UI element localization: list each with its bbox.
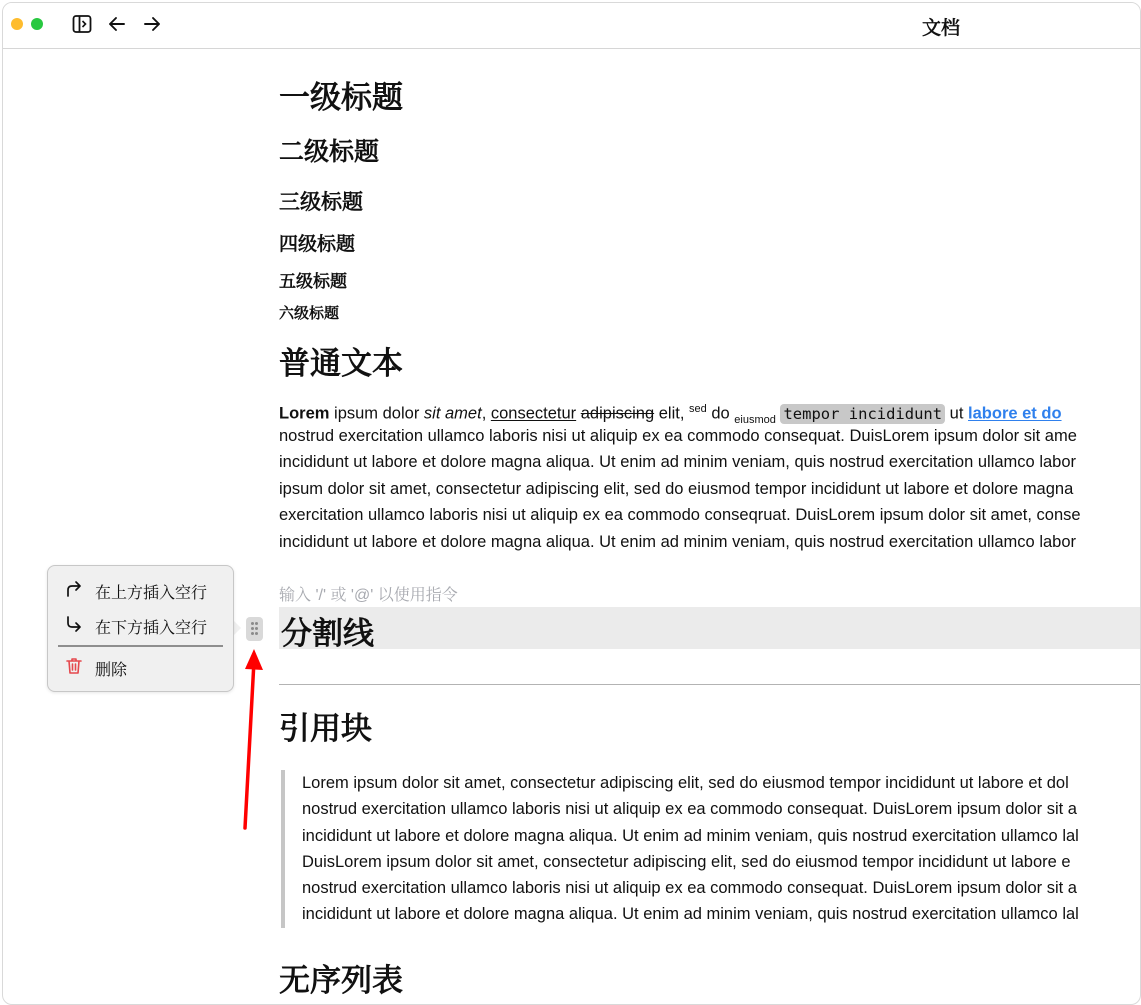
quote-line: nostrud exercitation ullamco laboris nisi ut aliquip ex ea commodo consequat. DuisLorem ipsum dolor sit a [302, 800, 1077, 819]
trash-icon [64, 656, 84, 676]
menu-separator [58, 645, 223, 647]
insert-line-above-label: 在上方插入空行 [95, 585, 208, 602]
blockquote-text [302, 770, 1079, 928]
annotation-arrow [233, 643, 273, 833]
underlined-text: consectetur [490, 404, 577, 423]
plain-text: ipsum dolor [329, 404, 424, 423]
quote-line: nostrud exercitation ullamco laboris nisi ut aliquip ex ea commodo consequat. DuisLorem ipsum dolor sit a [302, 879, 1077, 898]
app-window [2, 2, 1141, 1005]
heading-2[interactable]: 二级标题 [279, 138, 380, 166]
unordered-list-heading[interactable]: 无序列表 [279, 963, 403, 998]
paragraph-line: incididunt ut labore et dolore magna aliqua. Ut enim ad minim veniam, quis nostrud exercitation ullamco labor [279, 532, 1077, 551]
arrow-right-icon [141, 13, 163, 35]
delete-block-item[interactable] [60, 654, 222, 680]
heading-6[interactable]: 六级标题 [279, 305, 340, 322]
document-editor[interactable] [279, 48, 1140, 1004]
quote-line: incididunt ut labore et dolore magna aliqua. Ut enim ad minim veniam, quis nostrud exercitation ullamco lal [302, 905, 1079, 924]
italic-text: sit amet [423, 404, 482, 423]
rich-text-line [279, 396, 1140, 426]
forward-button[interactable] [141, 13, 163, 35]
arrow-left-icon [106, 13, 128, 35]
minimize-window-button[interactable] [11, 18, 23, 30]
blockquote[interactable] [281, 770, 1140, 928]
block-drag-handle[interactable] [246, 617, 263, 641]
empty-line-placeholder[interactable]: 输入 '/' 或 '@' 以使用指令 [279, 587, 458, 604]
superscript-text: sed [689, 403, 707, 415]
heading-5[interactable]: 五级标题 [279, 272, 347, 291]
heading-1[interactable]: 一级标题 [279, 80, 403, 115]
bold-text: Lorem [279, 404, 330, 423]
block-context-menu [47, 565, 234, 692]
selected-block[interactable] [279, 607, 1140, 649]
paragraph-line: incididunt ut labore et dolore magna aliqua. Ut enim ad minim veniam, quis nostrud exercitation ullamco labor [279, 453, 1077, 471]
divider-heading[interactable]: 分割线 [281, 616, 374, 651]
plain-text: ut [945, 404, 969, 423]
insert-line-below-label: 在下方插入空行 [95, 620, 208, 637]
turn-up-right-icon [64, 579, 84, 599]
inline-code: tempor incididunt [780, 404, 945, 424]
paragraph-line: ipsum dolor sit amet, consectetur adipiscing elit, sed do eiusmod tempor incididunt ut labore et dolore magna [279, 479, 1074, 498]
subscript-text: eiusmod [734, 413, 776, 426]
title-bar [3, 3, 1140, 49]
turn-down-right-icon [64, 614, 84, 634]
quote-line: DuisLorem ipsum dolor sit amet, consectetur adipiscing elit, sed do eiusmod tempor incididunt ut labore e [302, 852, 1071, 871]
strikethrough-text: adipiscing [580, 404, 655, 423]
rich-text-paragraph[interactable] [279, 396, 1140, 555]
insert-line-below-item[interactable] [60, 612, 222, 638]
quote-line: Lorem ipsum dolor sit amet, consectetur adipiscing elit, sed do eiusmod tempor incididunt ut labore et dol [302, 774, 1069, 792]
plain-text: elit, [654, 404, 689, 423]
inline-link[interactable]: labore et do [968, 404, 1062, 423]
sidebar-toggle-icon [71, 13, 93, 35]
zoom-window-button[interactable] [31, 18, 43, 30]
window-title: 文档 [921, 18, 960, 39]
horizontal-rule [279, 684, 1140, 685]
quote-heading[interactable]: 引用块 [279, 711, 372, 746]
insert-line-above-item[interactable] [60, 577, 222, 603]
plain-text: , [481, 404, 491, 423]
plain-text-heading[interactable]: 普通文本 [279, 346, 403, 381]
heading-3[interactable]: 三级标题 [279, 191, 363, 214]
paragraph-line: exercitation ullamco laboris nisi ut aliquip ex ea commodo conseqruat. DuisLorem ipsum dolor sit amet, conse [279, 506, 1081, 524]
paragraph-line: nostrud exercitation ullamco laboris nisi ut aliquip ex ea commodo consequat. DuisLorem ipsum dolor sit ame [279, 426, 1077, 445]
delete-label: 删除 [95, 662, 128, 679]
quote-line: incididunt ut labore et dolore magna aliqua. Ut enim ad minim veniam, quis nostrud exercitation ullamco lal [302, 826, 1079, 845]
plain-text: do [706, 404, 735, 423]
back-button[interactable] [106, 13, 128, 35]
drag-handle-icon [251, 622, 258, 636]
heading-4[interactable]: 四级标题 [279, 234, 356, 255]
sidebar-toggle-button[interactable] [71, 13, 93, 35]
